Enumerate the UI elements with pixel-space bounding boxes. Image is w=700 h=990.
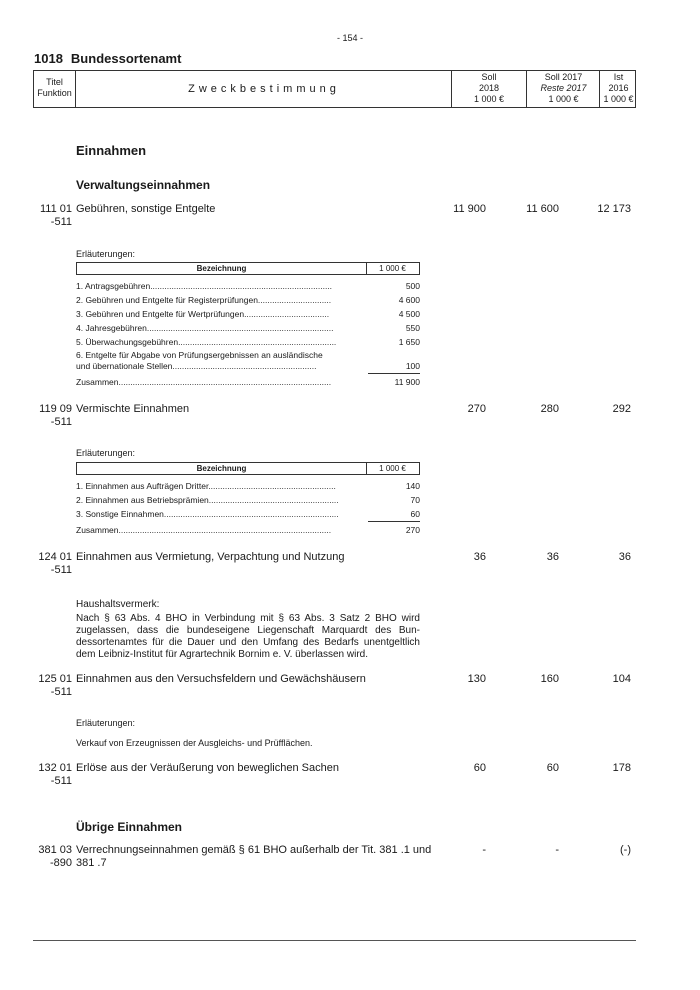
title-text: Einnahmen aus den Versuchsfeldern und Gewächshäusern (76, 673, 366, 685)
value-ist-2016: 104 (612, 673, 631, 685)
value-ist-2016: 292 (612, 403, 631, 415)
section-heading-einnahmen: Einnahmen (76, 143, 147, 158)
value-soll-2018: - (482, 844, 486, 856)
sum-rule (368, 521, 420, 522)
value-soll-2017: 11 600 (526, 203, 559, 215)
value-soll-2018: 60 (473, 762, 486, 774)
title-code: 119 09 -511 (39, 403, 72, 428)
title-code: 124 01 -511 (38, 551, 72, 576)
value-soll-2017: 280 (540, 403, 559, 415)
title-code: 125 01 -511 (38, 673, 72, 698)
header-zweckbestimmung: Zweckbestimmung (77, 71, 452, 107)
erlaeuterungen-label: Erläuterungen: (76, 249, 136, 259)
chapter-heading (34, 51, 181, 66)
erlaeuterung-text: Verkauf von Erzeugnissen der Ausgleichs- und Prüfflächen. (76, 738, 313, 748)
footer-rule (33, 940, 636, 941)
haushaltsvermerk: Haushaltsvermerk: Nach § 63 Abs. 4 BHO in Verbindung mit § 63 Abs. 3 Satz 2 BHO wird zugelassen, dass die bundeseigene Liegenschaft Marquardt des Bun- dessortenamtes für die Dauer und den Umfang des Bedarfs unentgeltlich dem Leibniz-Institut für Agrartechnik Bornim e. V. überlassen wird. (76, 599, 420, 660)
subsection-verwaltungseinnahmen: Verwaltungseinnahmen (76, 178, 211, 192)
value-soll-2017: 60 (546, 762, 559, 774)
value-soll-2018: 130 (467, 673, 486, 685)
value-ist-2016: 178 (612, 762, 631, 774)
column-header (33, 70, 636, 108)
value-ist-2016: 36 (618, 551, 631, 563)
title-code: 111 01 -511 (39, 203, 72, 228)
haushaltsvermerk-label: Haushaltsvermerk: (76, 599, 160, 610)
header-titel-funktion: Titel Funktion (34, 71, 76, 107)
title-text: Vermischte Einnahmen (76, 403, 190, 415)
value-soll-2017: 160 (540, 673, 559, 685)
value-ist-2016: (-) (620, 844, 631, 856)
title-text: Einnahmen aus Vermietung, Verpachtung und Nutzung (76, 551, 345, 563)
erlaeuterungen-label: Erläuterungen: (76, 448, 136, 458)
title-code: 381 03 -890 (38, 844, 72, 869)
value-soll-2017: 36 (546, 551, 559, 563)
title-text: Gebühren, sonstige Entgelte (76, 203, 216, 215)
erlaeuterungen-label: Erläuterungen: (76, 718, 136, 728)
header-soll-2018: Soll 2018 1 000 € (452, 71, 527, 107)
sum-rule (368, 373, 420, 374)
value-soll-2017: - (555, 844, 559, 856)
subsection-uebrige-einnahmen: Übrige Einnahmen (76, 820, 183, 834)
title-code: 132 01 -511 (38, 762, 72, 787)
value-ist-2016: 12 173 (597, 203, 631, 215)
title-text: Verrechnungseinnahmen gemäß § 61 BHO außerhalb der Tit. 381 .1 und 381 .7 (76, 844, 432, 869)
value-soll-2018: 11 900 (453, 203, 486, 215)
explanation-table-header: Bezeichnung 1 000 € (76, 462, 420, 475)
header-ist-2016: Ist 2016 1 000 € (603, 72, 634, 104)
chapter-title: Bundessortenamt (70, 51, 182, 66)
value-soll-2018: 270 (467, 403, 486, 415)
chapter-code: 1018 (34, 51, 63, 66)
header-soll-2017: Soll 2017 Reste 2017 1 000 € (528, 71, 600, 107)
page-number: - 154 - (336, 33, 363, 43)
value-soll-2018: 36 (473, 551, 486, 563)
explanation-table-header: Bezeichnung 1 000 € (76, 262, 420, 275)
title-text: Erlöse aus der Veräußerung von beweglichen Sachen (76, 762, 339, 774)
